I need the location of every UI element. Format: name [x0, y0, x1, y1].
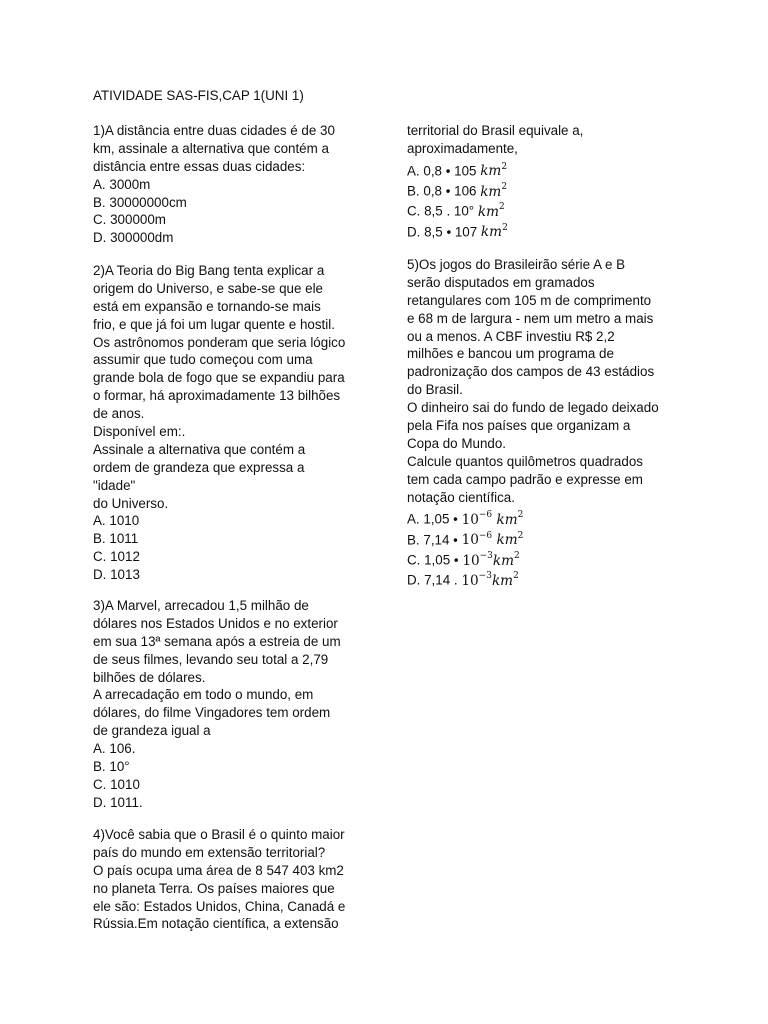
- question-text-line: km, assinale a alternativa que contém a: [93, 140, 329, 156]
- answer-option: A. 1010: [93, 513, 140, 529]
- question-text-line: em sua 13ª semana após a estreia de um: [93, 633, 341, 649]
- question-text-line: ele são: Estados Unidos, China, Canadá e: [93, 898, 346, 914]
- question-text-line: está em expansão e tornando-se mais: [93, 298, 321, 314]
- answer-option: C. 300000m: [93, 212, 166, 228]
- option-text: B. 7,14 •: [407, 532, 462, 548]
- question-text-line: país do mundo em extensão territorial?: [93, 844, 326, 860]
- unit-km-squared: $km^2$: [480, 182, 508, 200]
- answer-option: [407, 198, 707, 218]
- answer-option: C. 1012: [93, 549, 140, 565]
- question-text-line: Disponível em:.: [93, 424, 186, 440]
- question-text-line: "idade": [93, 477, 136, 493]
- answer-option: D. 300000dm: [93, 230, 174, 246]
- question-text-line: retangulares com 105 m de comprimento: [407, 292, 652, 308]
- unit-km-squared: $km^2$: [480, 222, 508, 241]
- question-text-line: Os astrônomos ponderam que seria lógico: [93, 334, 346, 350]
- answer-option: [407, 547, 707, 567]
- question-text-line: notação científica.: [407, 489, 515, 505]
- unit-km-squared: $km^2$: [477, 202, 505, 220]
- question-text-line: origem do Universo, e sabe-se que ele: [93, 280, 324, 296]
- option-text: D. 7,14 .: [407, 572, 462, 588]
- answer-option: B. 30000000cm: [93, 194, 187, 210]
- question-text-line: dólares, do filme Vingadores tem ordem: [93, 705, 331, 721]
- answer-option: A. 106.: [93, 741, 136, 757]
- question-text-line: bilhões de dólares.: [93, 669, 206, 685]
- question-text-line: ordem de grandeza que expressa a: [93, 459, 305, 475]
- page-title: ATIVIDADE SAS-FIS,CAP 1(UNI 1): [93, 88, 304, 103]
- option-text: D. 8,5 • 107: [407, 224, 481, 240]
- question-text-line: no planeta Terra. Os países maiores que: [93, 880, 335, 896]
- question-text-line: distância entre essas duas cidades:: [93, 158, 306, 174]
- power-of-ten: $10^{-6}$ $km^2$: [461, 510, 524, 528]
- question-text-line: 4)Você sabia que o Brasil é o quinto maior: [93, 827, 345, 842]
- answer-option: [407, 527, 707, 547]
- question-text-line: Rússia.Em notação científica, a extensão: [93, 916, 339, 932]
- page-title-block: [93, 87, 383, 105]
- question-3: [93, 597, 383, 812]
- question-text-line: e 68 m de largura - nem um metro a mais: [407, 310, 654, 326]
- question-text-line: Copa do Mundo.: [407, 435, 507, 451]
- question-4-continued: [407, 122, 707, 239]
- option-text: C. 8,5 . 10°: [407, 203, 478, 219]
- question-text-line: 2)A Teoria do Big Bang tenta explicar a: [93, 263, 325, 278]
- question-text-line: serão disputados em gramados: [407, 274, 595, 290]
- question-text-line: de grandeza igual a: [93, 723, 211, 739]
- answer-option: C. 1010: [93, 776, 140, 792]
- question-text-line: aproximadamente,: [407, 140, 518, 156]
- question-text-line: de anos.: [93, 406, 145, 422]
- question-2: [93, 262, 383, 584]
- option-text: A. 1,05 •: [407, 512, 462, 527]
- question-text-line: Calcule quantos quilômetros quadrados: [407, 453, 643, 469]
- question-text-line: do Brasil.: [407, 382, 463, 398]
- unit-km-squared: $km^2$: [480, 161, 508, 180]
- answer-option: [407, 506, 707, 526]
- answer-option: D. 1011.: [93, 794, 143, 810]
- question-text-line: milhões e bancou um programa de: [407, 346, 614, 362]
- question-text-line: pela Fifa nos países que organizam a: [407, 418, 631, 434]
- power-of-ten: $10^{-3}km^2$: [462, 551, 520, 569]
- question-text-line: Assinale a alternativa que contém a: [93, 441, 306, 457]
- question-5: [407, 256, 707, 588]
- question-text-line: O país ocupa uma área de 8 547 403 km2: [93, 862, 344, 878]
- option-text: C. 1,05 •: [407, 552, 463, 568]
- option-text: B. 0,8 • 106: [407, 183, 481, 199]
- answer-option: [407, 178, 707, 198]
- question-1: [93, 122, 383, 247]
- question-text-line: o formar, há aproximadamente 13 bilhões: [93, 388, 341, 404]
- power-of-ten: $10^{-3}km^2$: [461, 571, 519, 589]
- question-text-line: assumir que tudo começou com uma: [93, 352, 313, 368]
- question-text-line: 5)Os jogos do Brasileirão série A e B: [407, 257, 626, 272]
- answer-option: B. 1011: [93, 531, 139, 547]
- question-text-line: 3)A Marvel, arrecadou 1,5 milhão de: [93, 598, 309, 613]
- answer-option: B. 10°: [93, 759, 130, 775]
- question-text-line: grande bola de fogo que se expandiu para: [93, 370, 345, 386]
- question-text-line: ou a menos. A CBF investiu R$ 2,2: [407, 328, 615, 344]
- question-text-line: territorial do Brasil equivale a,: [407, 123, 584, 138]
- answer-option: [407, 219, 707, 239]
- answer-option: A. 3000m: [93, 176, 151, 192]
- question-text-line: frio, e que já foi um lugar quente e hostil.: [93, 316, 335, 332]
- question-text-line: padronização dos campos de 43 estádios: [407, 364, 655, 380]
- answer-option: D. 1013: [93, 567, 140, 583]
- power-of-ten: $10^{-6}$ $km^2$: [461, 530, 524, 549]
- answer-option: [407, 158, 707, 178]
- answer-option: [407, 567, 707, 587]
- question-text-line: dólares nos Estados Unidos e no exterior: [93, 615, 338, 631]
- question-text-line: do Universo.: [93, 495, 169, 511]
- question-text-line: O dinheiro sai do fundo de legado deixado: [407, 400, 659, 416]
- question-text-line: de seus filmes, levando seu total a 2,79: [93, 651, 329, 667]
- question-text-line: 1)A distância entre duas cidades é de 30: [93, 123, 335, 138]
- option-text: A. 0,8 • 105: [407, 163, 481, 179]
- question-text-line: tem cada campo padrão e expresse em: [407, 471, 643, 487]
- question-text-line: A arrecadação em todo o mundo, em: [93, 687, 314, 703]
- question-4: [93, 826, 383, 933]
